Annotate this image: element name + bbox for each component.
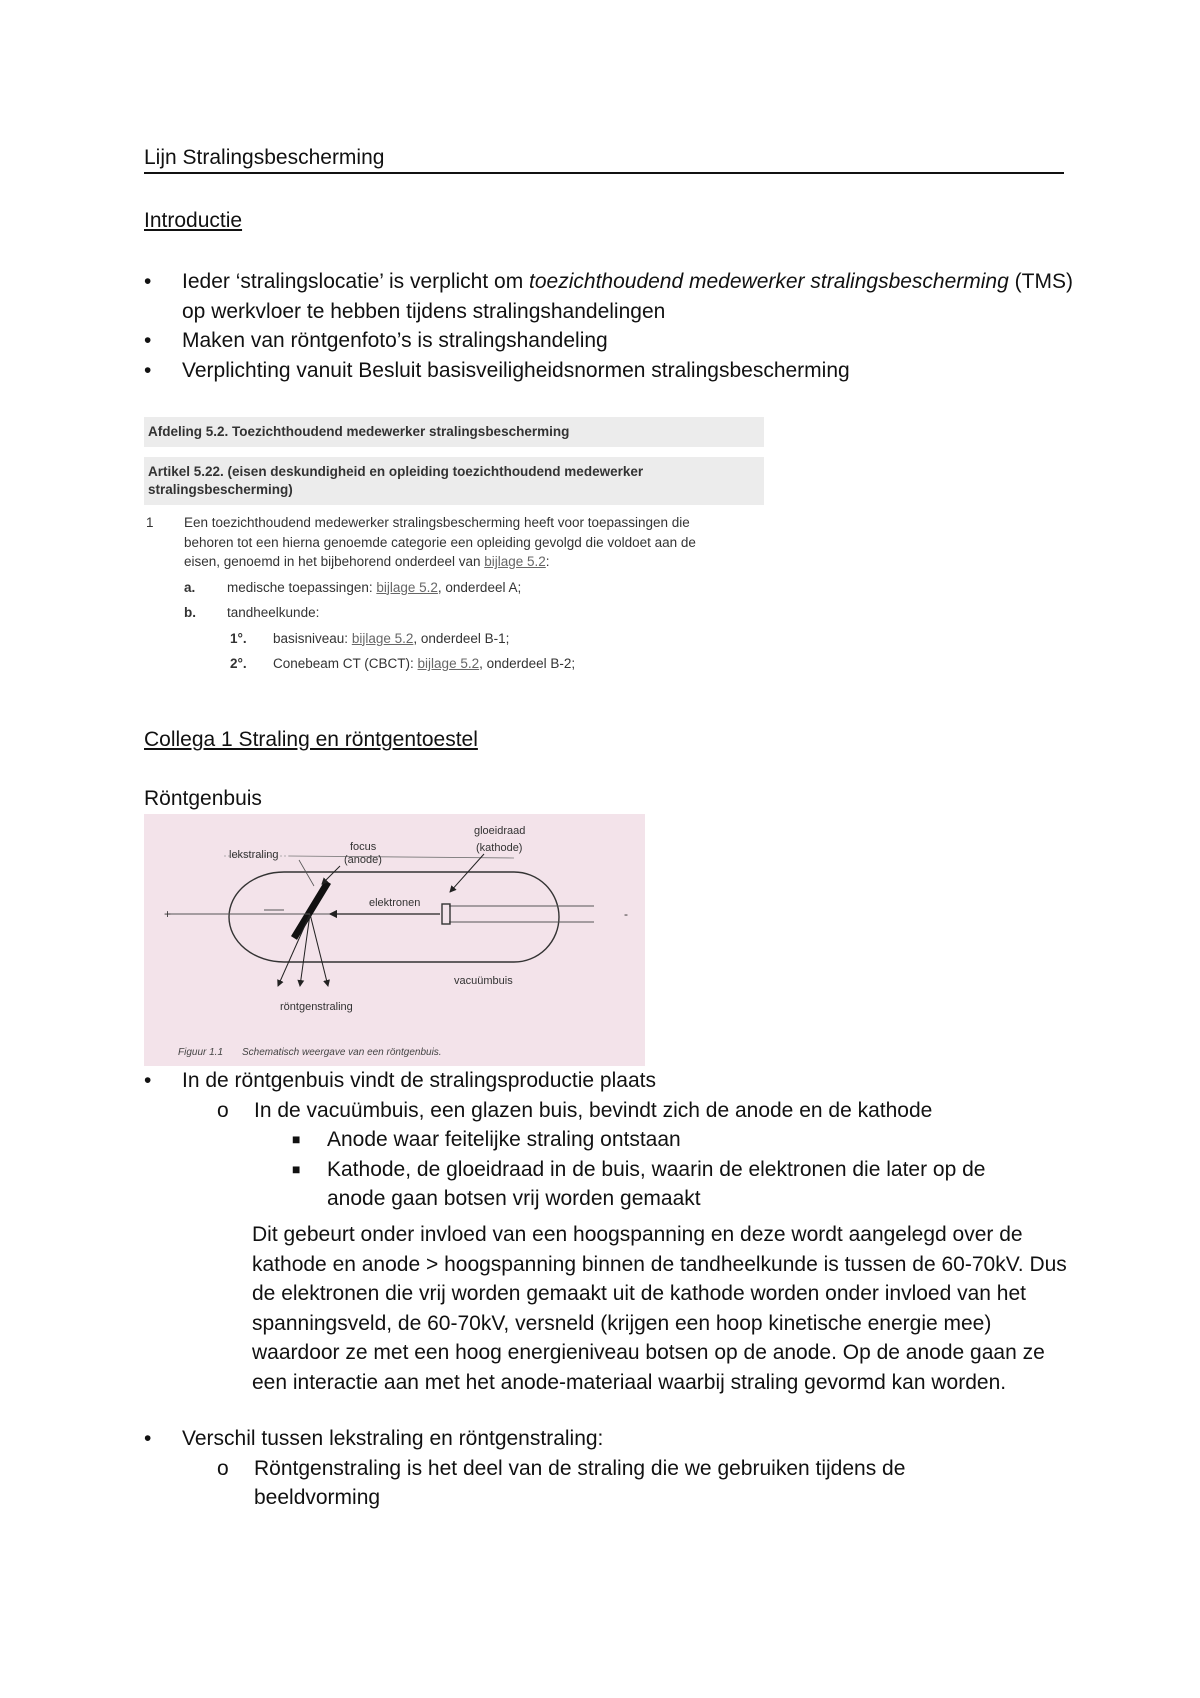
list-item: • In de röntgenbuis vindt de stralingsproductie plaats [144,1066,1084,1096]
figure-caption-label: Figuur 1.1 [178,1047,224,1058]
bijlage-link[interactable]: bijlage 5.2 [376,579,438,595]
law-item: 1 Een toezichthoudend medewerker stralingsbescherming heeft voor toepassingen die behoren tot een hierna genoemde categorie een opleiding gevolgd die voldoet aan de eisen, genoemd in het bijbehorend onderdeel van bijlage 5.2: [146,515,696,569]
college-heading: Collega 1 Straling en röntgentoestel [144,728,478,751]
bijlage-link[interactable]: bijlage 5.2 [484,554,546,569]
rontgenbuis-heading: Röntgenbuis [144,787,262,810]
leak-pointer [299,860,314,886]
square-bullet-icon: ■ [292,1131,301,1147]
label-focus: focus [350,841,377,853]
anode-target [294,882,328,938]
square-bullet-icon: ■ [292,1160,301,1177]
list-item: • Ieder ‘stralingslocatie’ is verplicht om toezichthoudend medewerker stralingsbescherming (TMS) op werkvloer te hebben tijdens stralingshandelingen [144,267,1084,326]
bullet-icon: • [144,329,152,352]
label-anode: (anode) [344,854,382,866]
circle-bullet-icon: o [217,1098,229,1122]
rontgenbuis-figure [144,814,645,1066]
bijlage-link[interactable]: bijlage 5.2 [351,630,414,646]
bullet-icon: • [144,1427,152,1450]
law-sub-item-b2: 2°. Conebeam CT (CBCT): bijlage 5.2, onderdeel B-2; [230,656,576,671]
label-lekstraling: lekstraling [229,849,279,861]
body-list-2 [144,1424,1084,1513]
explanation-paragraph: Dit gebeurt onder invloed van een hoogspanning en deze wordt aangelegd over de kathode en anode > hoogspanning binnen de tandheelkunde is tussen de 60-70kV. Dus de elektronen die vrij worden gemaakt uit de kathode worden onder invloed van het spanningsveld, de 60-70kV, versneld (krijgen een hoop kinetische energie mee) waardoor ze met een hoog energieniveau botsen op de anode. Op de anode gaan ze een interactie aan met het anode-materiaal waarbij straling gevormd kan worden. [252,1223,1067,1394]
label-gloeidraad: gloeidraad [474,825,526,837]
label-kathode: (kathode) [476,842,523,854]
document-title: Lijn Stralingsbescherming [144,146,1064,174]
intro-heading: Introductie [144,209,243,232]
list-item: • Maken van röntgenfoto’s is stralingshandeling [144,326,1084,356]
label-plus: + [164,907,172,921]
label-vacuumbuis: vacuümbuis [454,975,513,987]
law-sub-item-a: a. medische toepassingen: bijlage 5.2, onderdeel A; [184,579,522,595]
label-rontgenstraling: röntgenstraling [280,1001,353,1013]
list-item: o In de vacuümbuis, een glazen buis, bevindt zich de anode en de kathode [144,1096,1084,1126]
bullet-icon: • [144,1069,152,1092]
xray-tube-diagram [144,814,645,1066]
filament-pointer [450,854,484,892]
xray-ray [310,914,328,986]
law-sub-item-b: b. tandheelkunde: [184,605,320,620]
bijlage-link[interactable]: bijlage 5.2 [417,656,480,671]
law-sub-item-b1: 1°. basisniveau: bijlage 5.2, onderdeel B-1; [230,630,510,646]
law-article-title: Artikel 5.22. (eisen deskundigheid en opleiding toezichthoudend medewerker stralingsbescherming) [144,457,764,505]
vacuum-tube-outline [229,872,559,962]
figure-caption-text: Schematisch weergave van een röntgenbuis. [242,1047,442,1058]
label-minus: - [624,907,628,921]
bullet-icon: • [144,270,152,293]
bullet-icon: • [144,358,152,382]
label-elektronen: elektronen [369,897,421,909]
list-item: • Verplichting vanuit Besluit basisveiligheidsnormen stralingsbescherming [144,356,1084,386]
list-item: o Röntgenstraling is het deel van de straling die we gebruiken tijdens de beeldvorming [144,1454,1024,1513]
list-item: • Verschil tussen lekstraling en röntgenstraling: [144,1424,1084,1454]
law-excerpt [144,417,764,674]
circle-bullet-icon: o [217,1456,229,1480]
law-section-title: Afdeling 5.2. Toezichthoudend medewerker stralingsbescherming [144,417,764,447]
body-list [144,1066,1084,1214]
intro-list [144,267,1084,385]
list-item: ■ Anode waar feitelijke straling ontstaan [144,1125,1084,1155]
filament [442,904,450,924]
focus-pointer [322,866,340,884]
list-item: ■ Kathode, de gloeidraad in de buis, waarin de elektronen die later op de anode gaan botsen vrij worden gemaakt [144,1155,1047,1214]
